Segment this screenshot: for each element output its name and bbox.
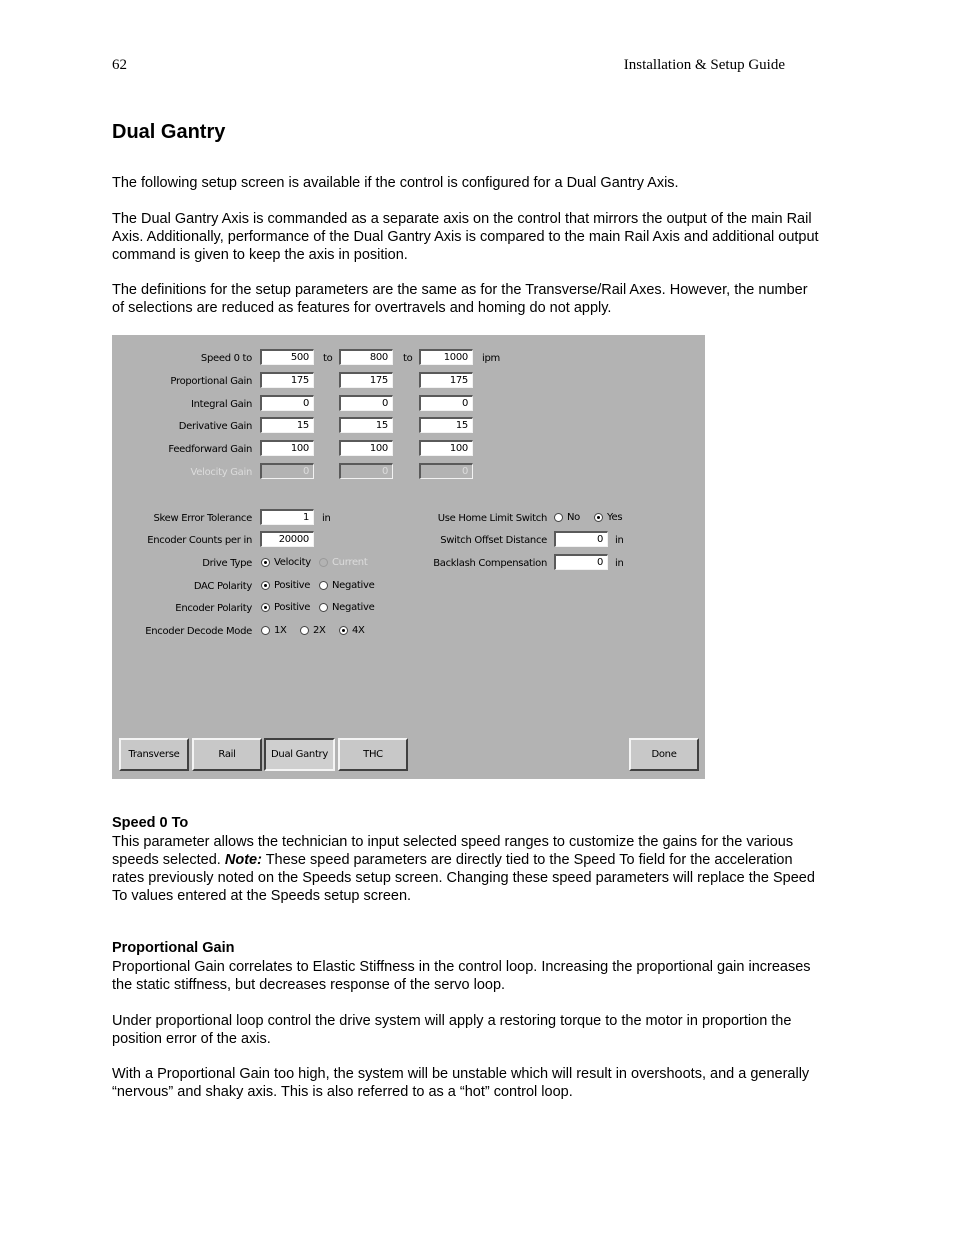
- velocity-gain-input-3: 0: [419, 463, 473, 479]
- dual-gantry-setup-dialog: [112, 335, 705, 779]
- speed-input-2[interactable]: 800: [339, 349, 393, 365]
- radio-selected-icon: [261, 558, 270, 567]
- encoder-polarity-negative-label: Negative: [332, 602, 375, 613]
- encoder-polarity-label: Encoder Polarity: [175, 603, 252, 614]
- radio-selected-icon: [261, 603, 270, 612]
- decode-mode-4x-label: 4X: [352, 625, 365, 636]
- radio-unselected-icon: [319, 581, 328, 590]
- switch-offset-distance-input[interactable]: 0: [554, 531, 608, 547]
- integral-gain-input-1[interactable]: 0: [260, 395, 314, 411]
- speed-to-label-2: to: [403, 353, 413, 364]
- feedforward-gain-label: Feedforward Gain: [168, 444, 252, 455]
- integral-gain-input-3[interactable]: 0: [419, 395, 473, 411]
- home-limit-no-radio[interactable]: [554, 512, 580, 523]
- drive-type-current-label: Current: [332, 557, 368, 568]
- radio-selected-icon: [594, 513, 603, 522]
- speed-unit-label: ipm: [482, 353, 500, 364]
- proportional-paragraph-3: With a Proportional Gain too high, the system will be unstable which will result in overshoots, and a generally “nervous” and shaky axis. This is also referred to as a “hot” control loop.: [112, 1066, 810, 1100]
- integral-gain-input-2[interactable]: 0: [339, 395, 393, 411]
- feedforward-gain-input-2[interactable]: 100: [339, 440, 393, 456]
- radio-unselected-icon: [300, 626, 309, 635]
- decode-mode-1x-radio[interactable]: [261, 625, 287, 636]
- encoder-polarity-positive-radio[interactable]: [261, 602, 310, 613]
- dac-polarity-positive-radio[interactable]: [261, 580, 310, 591]
- derivative-gain-input-1[interactable]: 15: [260, 417, 314, 433]
- intro-paragraph-2: The Dual Gantry Axis is commanded as a separate axis on the control that mirrors the output of the main Rail Axis. Additionally, performance of the Dual Gantry Axis is compared to the main Rail Axis and additional output command is given to keep the axis in position.: [112, 211, 819, 263]
- dac-polarity-positive-label: Positive: [274, 580, 311, 591]
- drive-type-current-radio: [319, 557, 367, 568]
- speed-to-label-1: to: [323, 353, 333, 364]
- transverse-tab-button[interactable]: Transverse: [119, 738, 189, 771]
- backlash-unit-label: in: [615, 558, 624, 569]
- dual-gantry-tab-button[interactable]: Dual Gantry: [264, 738, 335, 771]
- proportional-gain-label: Proportional Gain: [170, 376, 252, 387]
- speed-text-after-note: These speed parameters are directly tied to the Speed To field for the acceleration rates previously noted on the Speeds setup screen. Changing these speed parameters will replace the Speed To values entered at the Speeds setup screen.: [112, 852, 815, 904]
- radio-unselected-icon: [261, 626, 270, 635]
- radio-selected-icon: [261, 581, 270, 590]
- rail-tab-button[interactable]: Rail: [192, 738, 262, 771]
- dac-polarity-negative-radio[interactable]: [319, 580, 374, 591]
- proportional-gain-input-1[interactable]: 175: [260, 372, 314, 388]
- skew-error-tolerance-label: Skew Error Tolerance: [153, 513, 252, 524]
- radio-unselected-icon: [554, 513, 563, 522]
- switch-offset-unit-label: in: [615, 535, 624, 546]
- speed-section-heading: Speed 0 To: [112, 815, 189, 831]
- intro-paragraph-1: The following setup screen is available if the control is configured for a Dual Gantry Axis.: [112, 175, 679, 191]
- decode-mode-2x-radio[interactable]: [300, 625, 326, 636]
- home-limit-yes-radio[interactable]: [594, 512, 622, 523]
- proportional-section-heading: Proportional Gain: [112, 940, 235, 956]
- home-limit-no-label: No: [567, 512, 580, 523]
- thc-tab-button[interactable]: THC: [338, 738, 408, 771]
- feedforward-gain-input-3[interactable]: 100: [419, 440, 473, 456]
- radio-disabled-icon: [319, 558, 328, 567]
- derivative-gain-input-3[interactable]: 15: [419, 417, 473, 433]
- integral-gain-label: Integral Gain: [191, 399, 252, 410]
- derivative-gain-label: Derivative Gain: [178, 421, 252, 432]
- intro-paragraph-3: The definitions for the setup parameters are the same as for the Transverse/Rail Axes. However, the number of selections are reduced as features for overtravels and homing do not apply.: [112, 282, 808, 316]
- skew-unit-label: in: [322, 513, 331, 524]
- dac-polarity-label: DAC Polarity: [193, 581, 252, 592]
- derivative-gain-input-2[interactable]: 15: [339, 417, 393, 433]
- dac-polarity-negative-label: Negative: [332, 580, 375, 591]
- encoder-counts-input[interactable]: 20000: [260, 531, 314, 547]
- section-title: Dual Gantry: [112, 121, 226, 143]
- done-button[interactable]: Done: [629, 738, 699, 771]
- backlash-compensation-label: Backlash Compensation: [433, 558, 547, 569]
- page-number: 62: [112, 57, 127, 73]
- skew-error-tolerance-input[interactable]: 1: [260, 509, 314, 525]
- radio-selected-icon: [339, 626, 348, 635]
- decode-mode-1x-label: 1X: [274, 625, 287, 636]
- switch-offset-distance-label: Switch Offset Distance: [440, 535, 547, 546]
- note-label: Note:: [224, 852, 262, 868]
- encoder-polarity-negative-radio[interactable]: [319, 602, 374, 613]
- use-home-limit-switch-label: Use Home Limit Switch: [437, 513, 547, 524]
- proportional-gain-input-2[interactable]: 175: [339, 372, 393, 388]
- radio-unselected-icon: [319, 603, 328, 612]
- drive-type-label: Drive Type: [202, 558, 252, 569]
- proportional-paragraph-1: Proportional Gain correlates to Elastic Stiffness in the control loop. Increasing the proportional gain increases the static stiffness, but decreases response of the servo loop.: [112, 959, 811, 993]
- encoder-decode-mode-label: Encoder Decode Mode: [145, 626, 252, 637]
- proportional-gain-input-3[interactable]: 175: [419, 372, 473, 388]
- backlash-compensation-input[interactable]: 0: [554, 554, 608, 570]
- speed-text-before-note: This parameter allows the technician to input selected speed ranges to customize the gains for the various speeds selected.: [112, 834, 794, 868]
- speed-input-3[interactable]: 1000: [419, 349, 473, 365]
- drive-type-velocity-label: Velocity: [274, 557, 311, 568]
- encoder-counts-label: Encoder Counts per in: [147, 535, 252, 546]
- drive-type-velocity-radio[interactable]: [261, 557, 311, 568]
- running-header: Installation & Setup Guide: [623, 57, 785, 73]
- proportional-paragraph-2: Under proportional loop control the drive system will apply a restoring torque to the motor in proportion the position error of the axis.: [112, 1013, 792, 1047]
- velocity-gain-input-1: 0: [260, 463, 314, 479]
- feedforward-gain-input-1[interactable]: 100: [260, 440, 314, 456]
- speed-input-1[interactable]: 500: [260, 349, 314, 365]
- decode-mode-2x-label: 2X: [313, 625, 326, 636]
- decode-mode-4x-radio[interactable]: [339, 625, 365, 636]
- velocity-gain-input-2: 0: [339, 463, 393, 479]
- encoder-polarity-positive-label: Positive: [274, 602, 311, 613]
- speed-label: Speed 0 to: [200, 353, 252, 364]
- speed-section-paragraph: [112, 833, 822, 905]
- velocity-gain-label: Velocity Gain: [190, 467, 252, 478]
- home-limit-yes-label: Yes: [607, 512, 623, 523]
